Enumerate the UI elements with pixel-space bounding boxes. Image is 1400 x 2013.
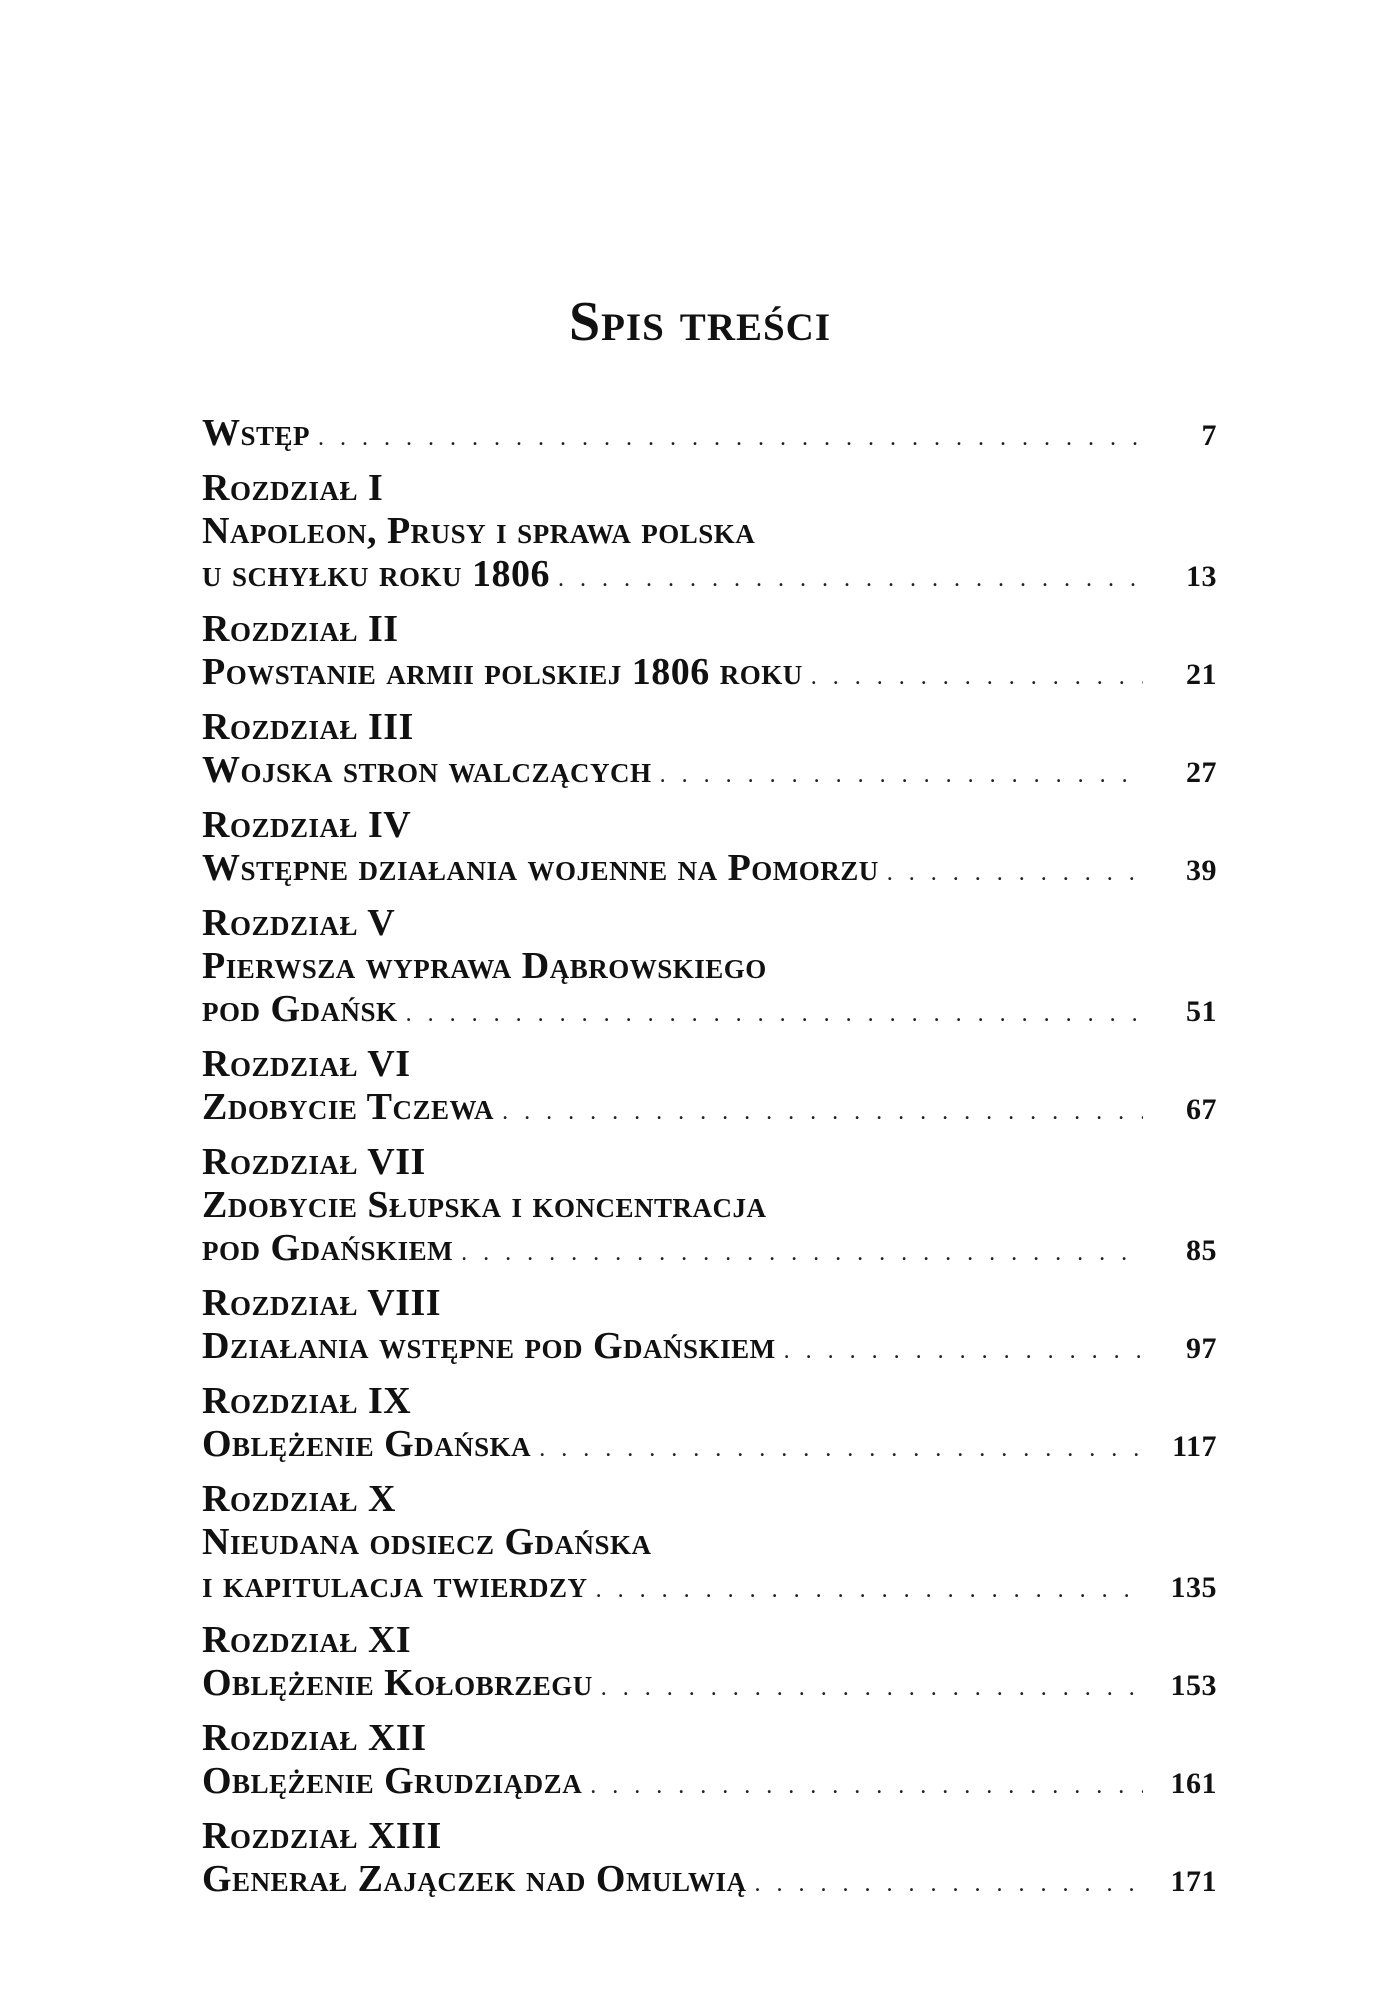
dot-leader xyxy=(558,558,1143,601)
toc-page-number: 97 xyxy=(1186,1332,1217,1365)
toc-entry-title-line: Zdobycie Słupska i koncentracja xyxy=(202,1184,767,1226)
toc-entry-text: Generał Zajączek nad Omulwią xyxy=(202,1858,747,1900)
toc-entry-title-line xyxy=(202,1662,1217,1705)
toc-entry-text: Powstanie armii polskiej 1806 roku xyxy=(202,651,803,693)
dot-leader xyxy=(755,1863,1143,1906)
toc-entry-title-line xyxy=(202,651,1217,694)
toc-entry-title-line: Pierwsza wyprawa Dąbrowskiego xyxy=(202,945,767,987)
toc-entry-text: u schyłku roku 1806 xyxy=(202,553,551,595)
toc-chapter-label: Rozdział II xyxy=(202,608,399,650)
toc-entry-text: pod Gdańskiem xyxy=(202,1227,454,1269)
toc-entry-text: Wojska stron walczących xyxy=(202,749,652,791)
toc-entry-text: Oblężenie Grudziądza xyxy=(202,1760,583,1802)
toc-page-number: 171 xyxy=(1170,1865,1217,1898)
dot-leader xyxy=(461,1232,1143,1275)
toc-page-number: 27 xyxy=(1186,756,1217,789)
toc-entry[interactable] xyxy=(202,412,1217,455)
toc-entry-title-line: Nieudana odsiecz Gdańska xyxy=(202,1521,652,1563)
dot-leader xyxy=(406,993,1143,1036)
toc-entry[interactable] xyxy=(202,902,1217,1031)
toc-entry[interactable] xyxy=(202,467,1217,596)
toc-page-number: 117 xyxy=(1172,1430,1217,1463)
dot-leader xyxy=(596,1569,1143,1612)
toc-page-number: 153 xyxy=(1170,1669,1217,1702)
toc-entry[interactable] xyxy=(202,1815,1217,1901)
toc-entry-text: Oblężenie Kołobrzegu xyxy=(202,1662,593,1704)
toc-entry[interactable] xyxy=(202,1282,1217,1368)
toc-chapter-label: Rozdział XII xyxy=(202,1717,427,1759)
dot-leader xyxy=(784,1330,1143,1373)
toc-entry-title-line xyxy=(202,1760,1217,1803)
dot-leader xyxy=(811,656,1143,699)
dot-leader xyxy=(539,1428,1143,1471)
toc-page-number: 67 xyxy=(1186,1093,1217,1126)
toc-chapter-label: Rozdział IX xyxy=(202,1380,412,1422)
toc-chapter-label: Rozdział VII xyxy=(202,1141,426,1183)
toc-entry-text: Wstęp xyxy=(202,412,311,454)
toc-entry[interactable] xyxy=(202,1043,1217,1129)
dot-leader xyxy=(318,417,1143,460)
toc-entry[interactable] xyxy=(202,1141,1217,1270)
toc-entry-title-line xyxy=(202,847,1217,890)
dot-leader xyxy=(887,852,1143,895)
toc-page-number: 135 xyxy=(1170,1571,1217,1604)
toc-page-number: 85 xyxy=(1186,1234,1217,1267)
toc-page-number: 21 xyxy=(1186,658,1217,691)
dot-leader xyxy=(502,1091,1143,1134)
toc-entry-title-line xyxy=(202,1858,1217,1901)
dot-leader xyxy=(660,754,1143,797)
toc-page-number: 13 xyxy=(1186,560,1217,593)
page-title: Spis treści xyxy=(568,291,832,353)
toc-entry-text: pod Gdańsk xyxy=(202,988,398,1030)
toc-entry-title-line xyxy=(202,1325,1217,1368)
toc-chapter-label: Rozdział V xyxy=(202,902,396,944)
toc-entry[interactable] xyxy=(202,1717,1217,1803)
dot-leader xyxy=(601,1667,1143,1710)
toc-entry-title-line xyxy=(202,988,1217,1031)
toc-entry[interactable] xyxy=(202,706,1217,792)
toc-entry[interactable] xyxy=(202,1380,1217,1466)
toc-chapter-label: Rozdział III xyxy=(202,706,414,748)
toc-entry-text: Wstępne działania wojenne na Pomorzu xyxy=(202,847,879,889)
table-of-contents xyxy=(202,412,1217,1913)
toc-chapter-label: Rozdział XIII xyxy=(202,1815,442,1857)
toc-entry-title-line xyxy=(202,553,1217,596)
toc-entry-title-line: Napoleon, Prusy i sprawa polska xyxy=(202,510,756,552)
toc-chapter-label: Rozdział IV xyxy=(202,804,412,846)
toc-chapter-label: Rozdział VIII xyxy=(202,1282,442,1324)
toc-entry-text: Oblężenie Gdańska xyxy=(202,1423,532,1465)
toc-page-number: 161 xyxy=(1170,1767,1217,1800)
toc-entry-title-line xyxy=(202,1564,1217,1607)
toc-entry[interactable] xyxy=(202,608,1217,694)
toc-entry-title-line xyxy=(202,749,1217,792)
toc-chapter-label: Rozdział XI xyxy=(202,1619,412,1661)
toc-page-number: 39 xyxy=(1186,854,1217,887)
toc-entry-title-line xyxy=(202,1227,1217,1270)
toc-entry-text: i kapitulacja twierdzy xyxy=(202,1564,588,1606)
toc-page-number: 7 xyxy=(1201,419,1217,452)
toc-entry[interactable] xyxy=(202,1478,1217,1607)
dot-leader xyxy=(590,1765,1143,1808)
toc-entry-text: Zdobycie Tczewa xyxy=(202,1086,495,1128)
toc-chapter-label: Rozdział I xyxy=(202,467,384,509)
toc-entry-text: Działania wstępne pod Gdańskiem xyxy=(202,1325,776,1367)
toc-entry[interactable] xyxy=(202,1619,1217,1705)
toc-entry-title-line xyxy=(202,1086,1217,1129)
toc-page-number: 51 xyxy=(1186,995,1217,1028)
toc-chapter-label: Rozdział VI xyxy=(202,1043,411,1085)
toc-entry-title-line xyxy=(202,412,1217,455)
toc-entry[interactable] xyxy=(202,804,1217,890)
toc-entry-title-line xyxy=(202,1423,1217,1466)
toc-chapter-label: Rozdział X xyxy=(202,1478,396,1520)
